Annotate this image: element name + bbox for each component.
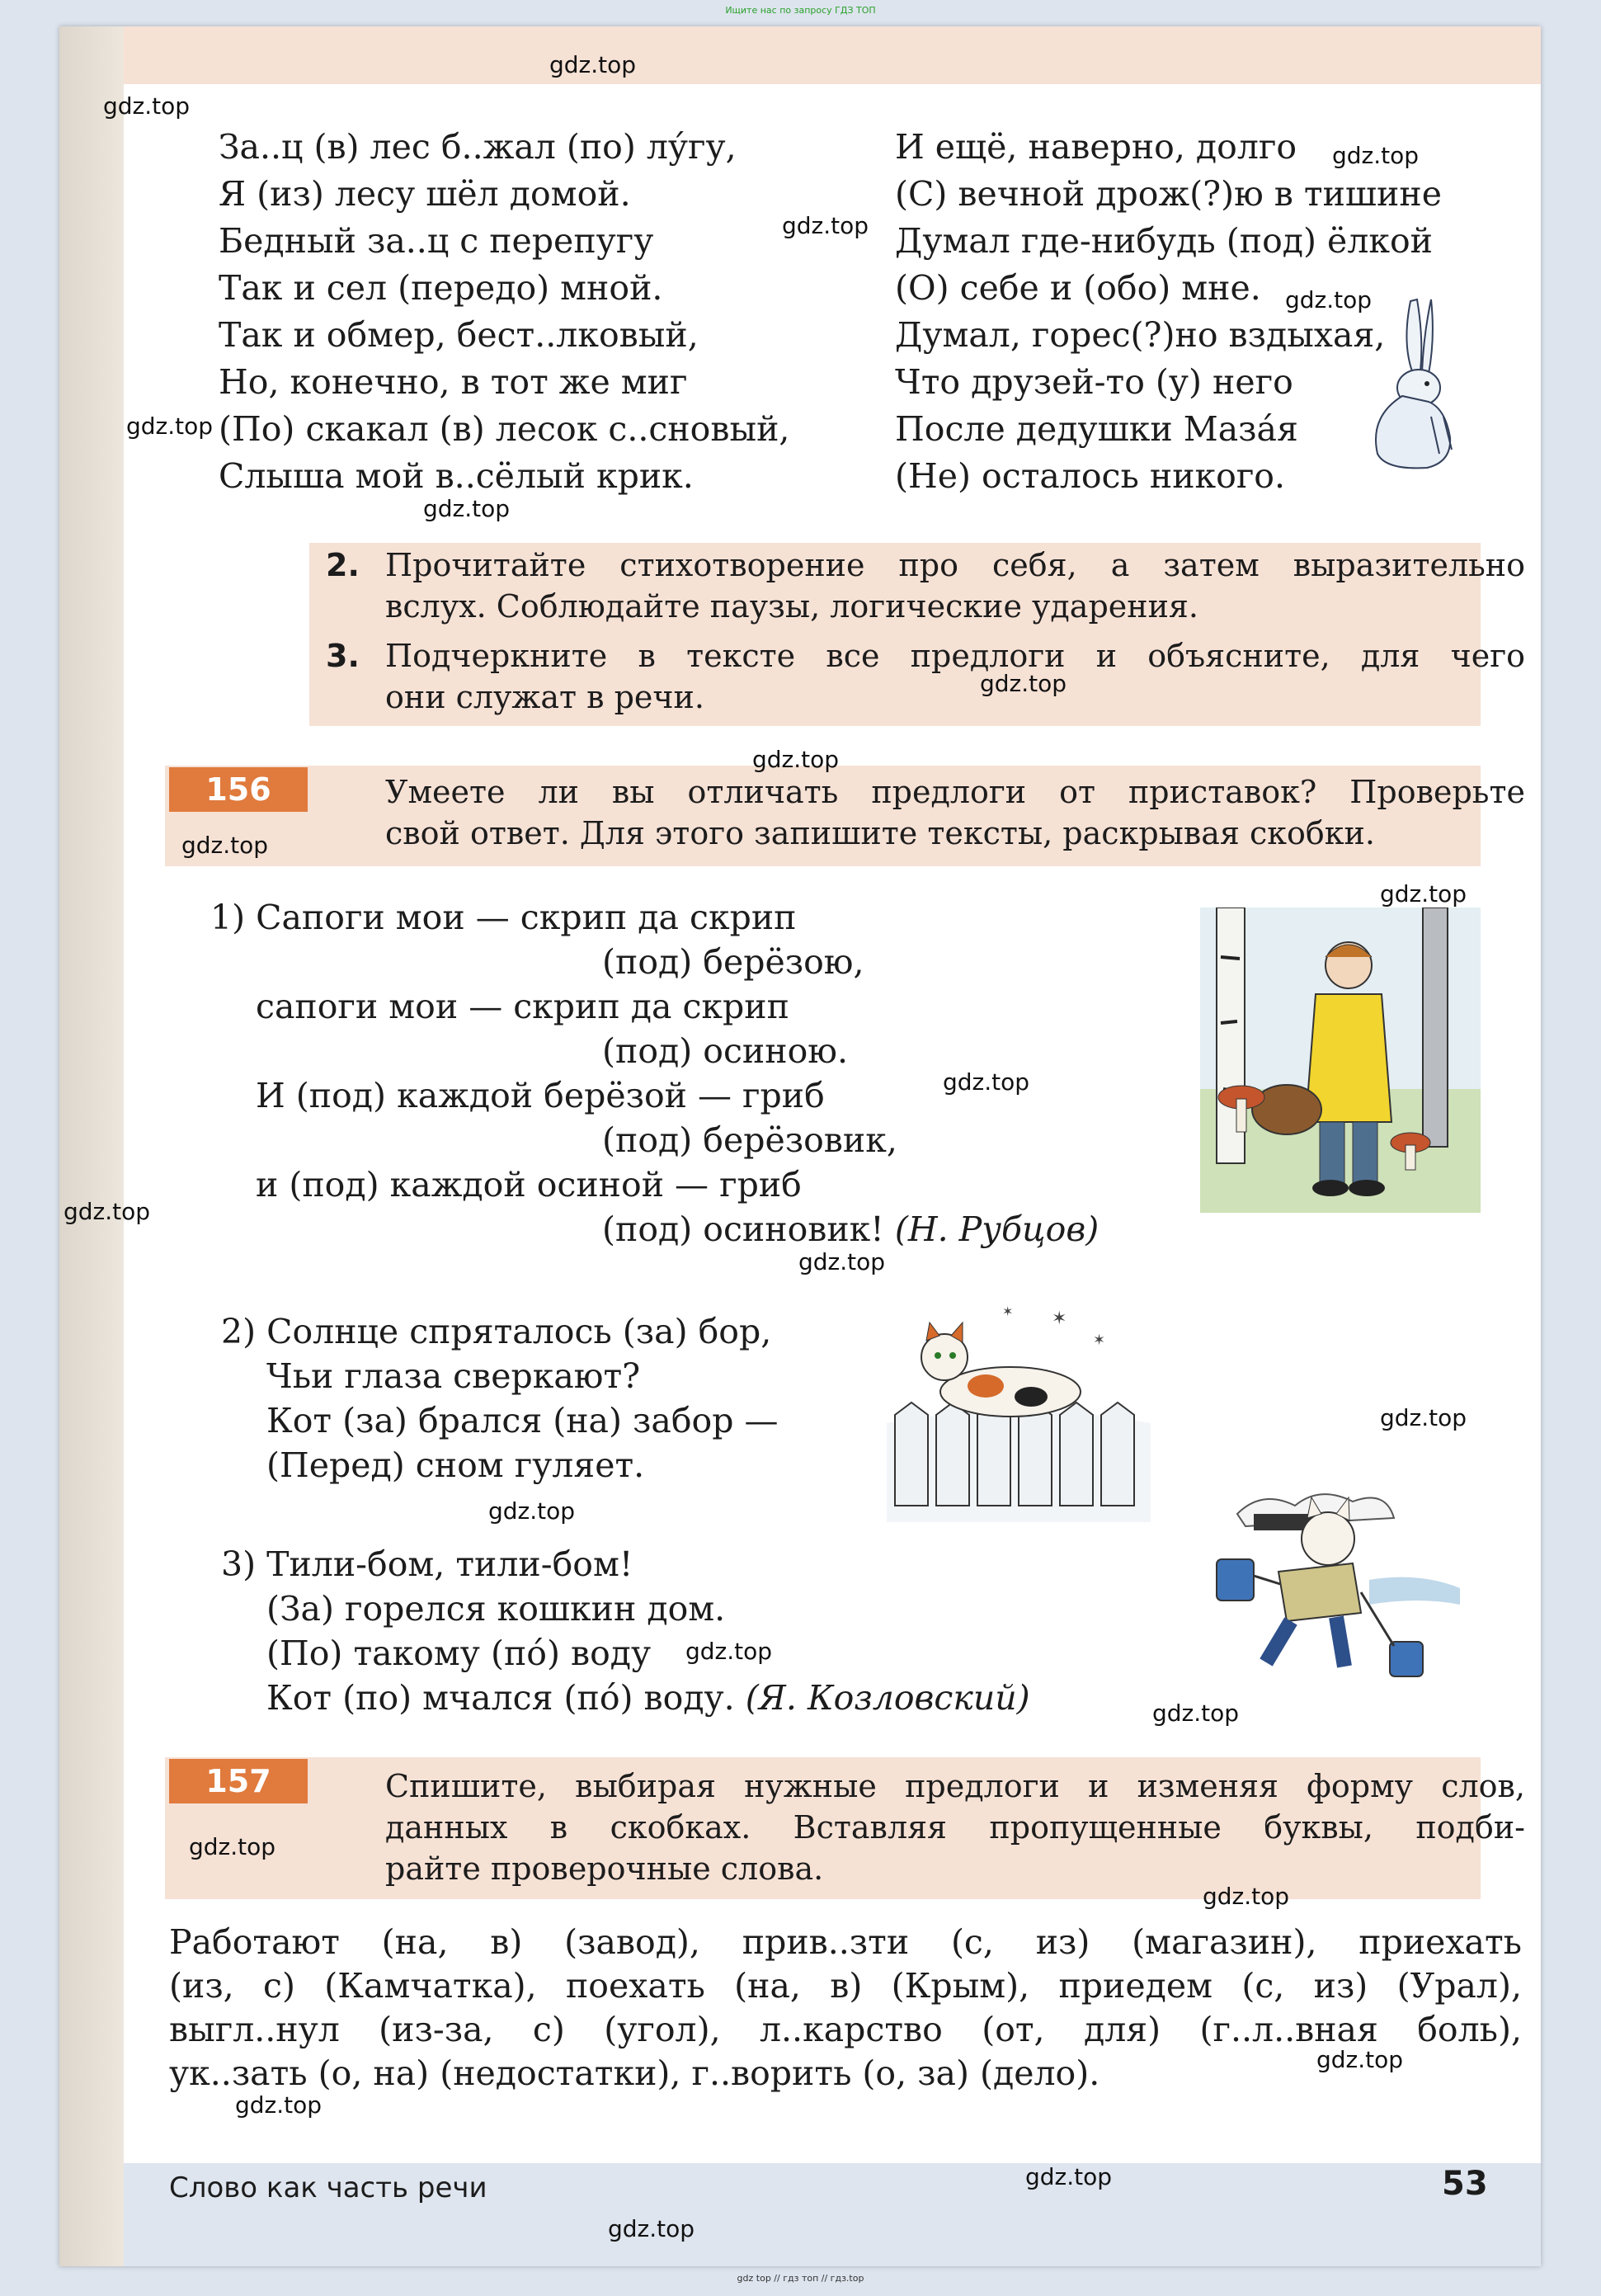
watermark: gdz.top — [1316, 2046, 1404, 2073]
exercise-number-badge: 156 — [169, 767, 308, 812]
watermark: gdz.top — [103, 92, 191, 120]
verse-line: (По) такому (пó) воду — [266, 1634, 652, 1673]
watermark: gdz.top — [798, 1248, 886, 1275]
boy-mushroom-illustration — [1200, 908, 1481, 1213]
poem-line: После дедушки Маза́я — [895, 409, 1298, 449]
verse-text: Кот (по) мчался (пó) воду. — [266, 1678, 735, 1718]
task-text: вслух. Соблюдайте паузы, логические ударения. — [385, 588, 1198, 625]
verse-line: (под) осиною. — [602, 1031, 848, 1071]
watermark: gdz.top — [685, 1638, 773, 1665]
verse-line — [266, 1676, 1030, 1720]
task-text: Прочитайте стихотворение про себя, а затем выразительно — [385, 547, 1525, 583]
watermark: gdz.top — [64, 1198, 151, 1225]
svg-text:✶: ✶ — [1002, 1304, 1014, 1319]
verse-line: Кот (за) брался (на) забор — — [266, 1401, 779, 1440]
text-line: (из, с) (Камчатка), поехать (на, в) (Крым), приедем (с, из) (Урал), — [169, 1966, 1522, 2006]
poem-line: (С) вечной дрож(?)ю в тишине — [895, 174, 1442, 214]
poem-line: (О) себе и (обо) мне. — [895, 268, 1261, 308]
watermark: gdz.top — [488, 1497, 576, 1525]
author-credit: (Н. Рубцов) — [894, 1209, 1100, 1249]
poem-line: Бедный за..ц с перепугу — [219, 221, 654, 261]
verse-line: И (под) каждой берёзой — гриб — [256, 1076, 825, 1115]
watermark: gdz.top — [943, 1068, 1030, 1096]
watermark: gdz.top — [752, 746, 840, 773]
poem-line: Что друзей-то (у) него — [895, 362, 1293, 402]
verse-line: (За) горелся кошкин дом. — [266, 1589, 726, 1629]
poem-line: Думал, горес(?)но вздыхая, — [895, 315, 1386, 355]
verse-line — [602, 1207, 1099, 1252]
text-line: ук..зать (о, на) (недостатки), г..ворить (о, за) (дело). — [169, 2053, 1100, 2093]
task-number: 3. — [326, 638, 360, 674]
verse-line: сапоги мои — скрип да скрип — [256, 987, 789, 1026]
watermark: gdz.top — [1332, 142, 1420, 169]
hare-illustration — [1353, 293, 1476, 474]
watermark: gdz.top — [1025, 2163, 1113, 2190]
poem-line: (По) скакал (в) лесок с..сновый, — [219, 409, 790, 449]
bottom-note: gdz top // гдз топ // гдз.top — [737, 2273, 864, 2284]
watermark: gdz.top — [126, 413, 214, 440]
exercise-instruction: данных в скобках. Вставляя пропущенные буквы, подби- — [385, 1809, 1525, 1846]
poem-line: (Не) осталось никого. — [895, 456, 1286, 496]
verse-text: (под) осиновик! — [602, 1209, 884, 1249]
watermark: gdz.top — [181, 832, 269, 859]
cat-on-fence-illustration — [887, 1299, 1151, 1522]
watermark: gdz.top — [549, 51, 637, 78]
poem-line: Я (из) лесу шёл домой. — [219, 174, 631, 214]
verse-line: Чьи глаза сверкают? — [266, 1356, 641, 1396]
poem-line: Думал где-нибудь (под) ёлкой — [895, 221, 1433, 261]
watermark: gdz.top — [980, 670, 1067, 697]
author-credit: (Я. Козловский) — [745, 1678, 1030, 1718]
poem-left-column — [219, 124, 789, 500]
verse-line: 1) Сапоги мои — скрип да скрип — [210, 898, 797, 937]
poem-line: За..ц (в) лес б..жал (по) лу́гу, — [219, 127, 737, 167]
watermark: gdz.top — [1285, 286, 1373, 314]
task-text: Подчеркните в тексте все предлоги и объясните, для чего — [385, 638, 1525, 674]
page-spine — [59, 26, 124, 2266]
cat-running-buckets-illustration — [1188, 1481, 1468, 1679]
exercise-instruction: райте проверочные слова. — [385, 1850, 824, 1887]
watermark: gdz.top — [782, 212, 869, 239]
text-line: Работают (на, в) (завод), прив..зти (с, из) (магазин), приехать — [169, 1922, 1522, 1962]
exercise-instruction: свой ответ. Для этого запишите тексты, раскрывая скобки. — [385, 815, 1375, 851]
top-band — [124, 26, 1541, 84]
verse-line: и (под) каждой осиной — гриб — [256, 1165, 802, 1205]
verse-line: (под) берёзою, — [602, 942, 864, 982]
watermark: gdz.top — [608, 2215, 695, 2242]
poem-line: Но, конечно, в тот же миг — [219, 362, 688, 402]
watermark: gdz.top — [1380, 1404, 1467, 1431]
verse-line: 3) Тили-бом, тили-бом! — [221, 1544, 633, 1584]
verse-line: (под) берёзовик, — [602, 1120, 897, 1160]
exercise-number-badge: 157 — [169, 1759, 308, 1803]
watermark: gdz.top — [189, 1833, 276, 1860]
svg-text:✶: ✶ — [1052, 1308, 1067, 1329]
text-line: выгл..нул (из-за, с) (угол), л..карство (от, для) (г..л..вная боль), — [169, 2010, 1522, 2049]
watermark: gdz.top — [1152, 1700, 1240, 1727]
watermark: gdz.top — [423, 495, 511, 522]
exercise-instruction: Умеете ли вы отличать предлоги от приставок? Проверьте — [385, 774, 1525, 810]
svg-text:✶: ✶ — [1093, 1332, 1106, 1349]
task-number: 2. — [326, 547, 360, 583]
header-note: Ищите нас по запросу ГДЗ ТОП — [725, 5, 876, 16]
section-title: Слово как часть речи — [169, 2171, 487, 2204]
poem-line: И ещё, наверно, долго — [895, 127, 1297, 167]
watermark: gdz.top — [1380, 880, 1467, 908]
watermark: gdz.top — [1203, 1883, 1290, 1910]
exercise-instruction: Спишите, выбирая нужные предлоги и изменяя форму слов, — [385, 1768, 1525, 1804]
watermark: gdz.top — [235, 2091, 323, 2119]
page-number: 53 — [1442, 2165, 1488, 2203]
task-text: они служат в речи. — [385, 679, 704, 715]
verse-line: 2) Солнце спряталось (за) бор, — [221, 1312, 772, 1351]
verse-line: (Перед) сном гуляет. — [266, 1445, 645, 1485]
poem-line: Слыша мой в..сёлый крик. — [219, 456, 694, 496]
poem-line: Так и сел (передо) мной. — [219, 268, 663, 308]
poem-line: Так и обмер, бест..лковый, — [219, 315, 699, 355]
